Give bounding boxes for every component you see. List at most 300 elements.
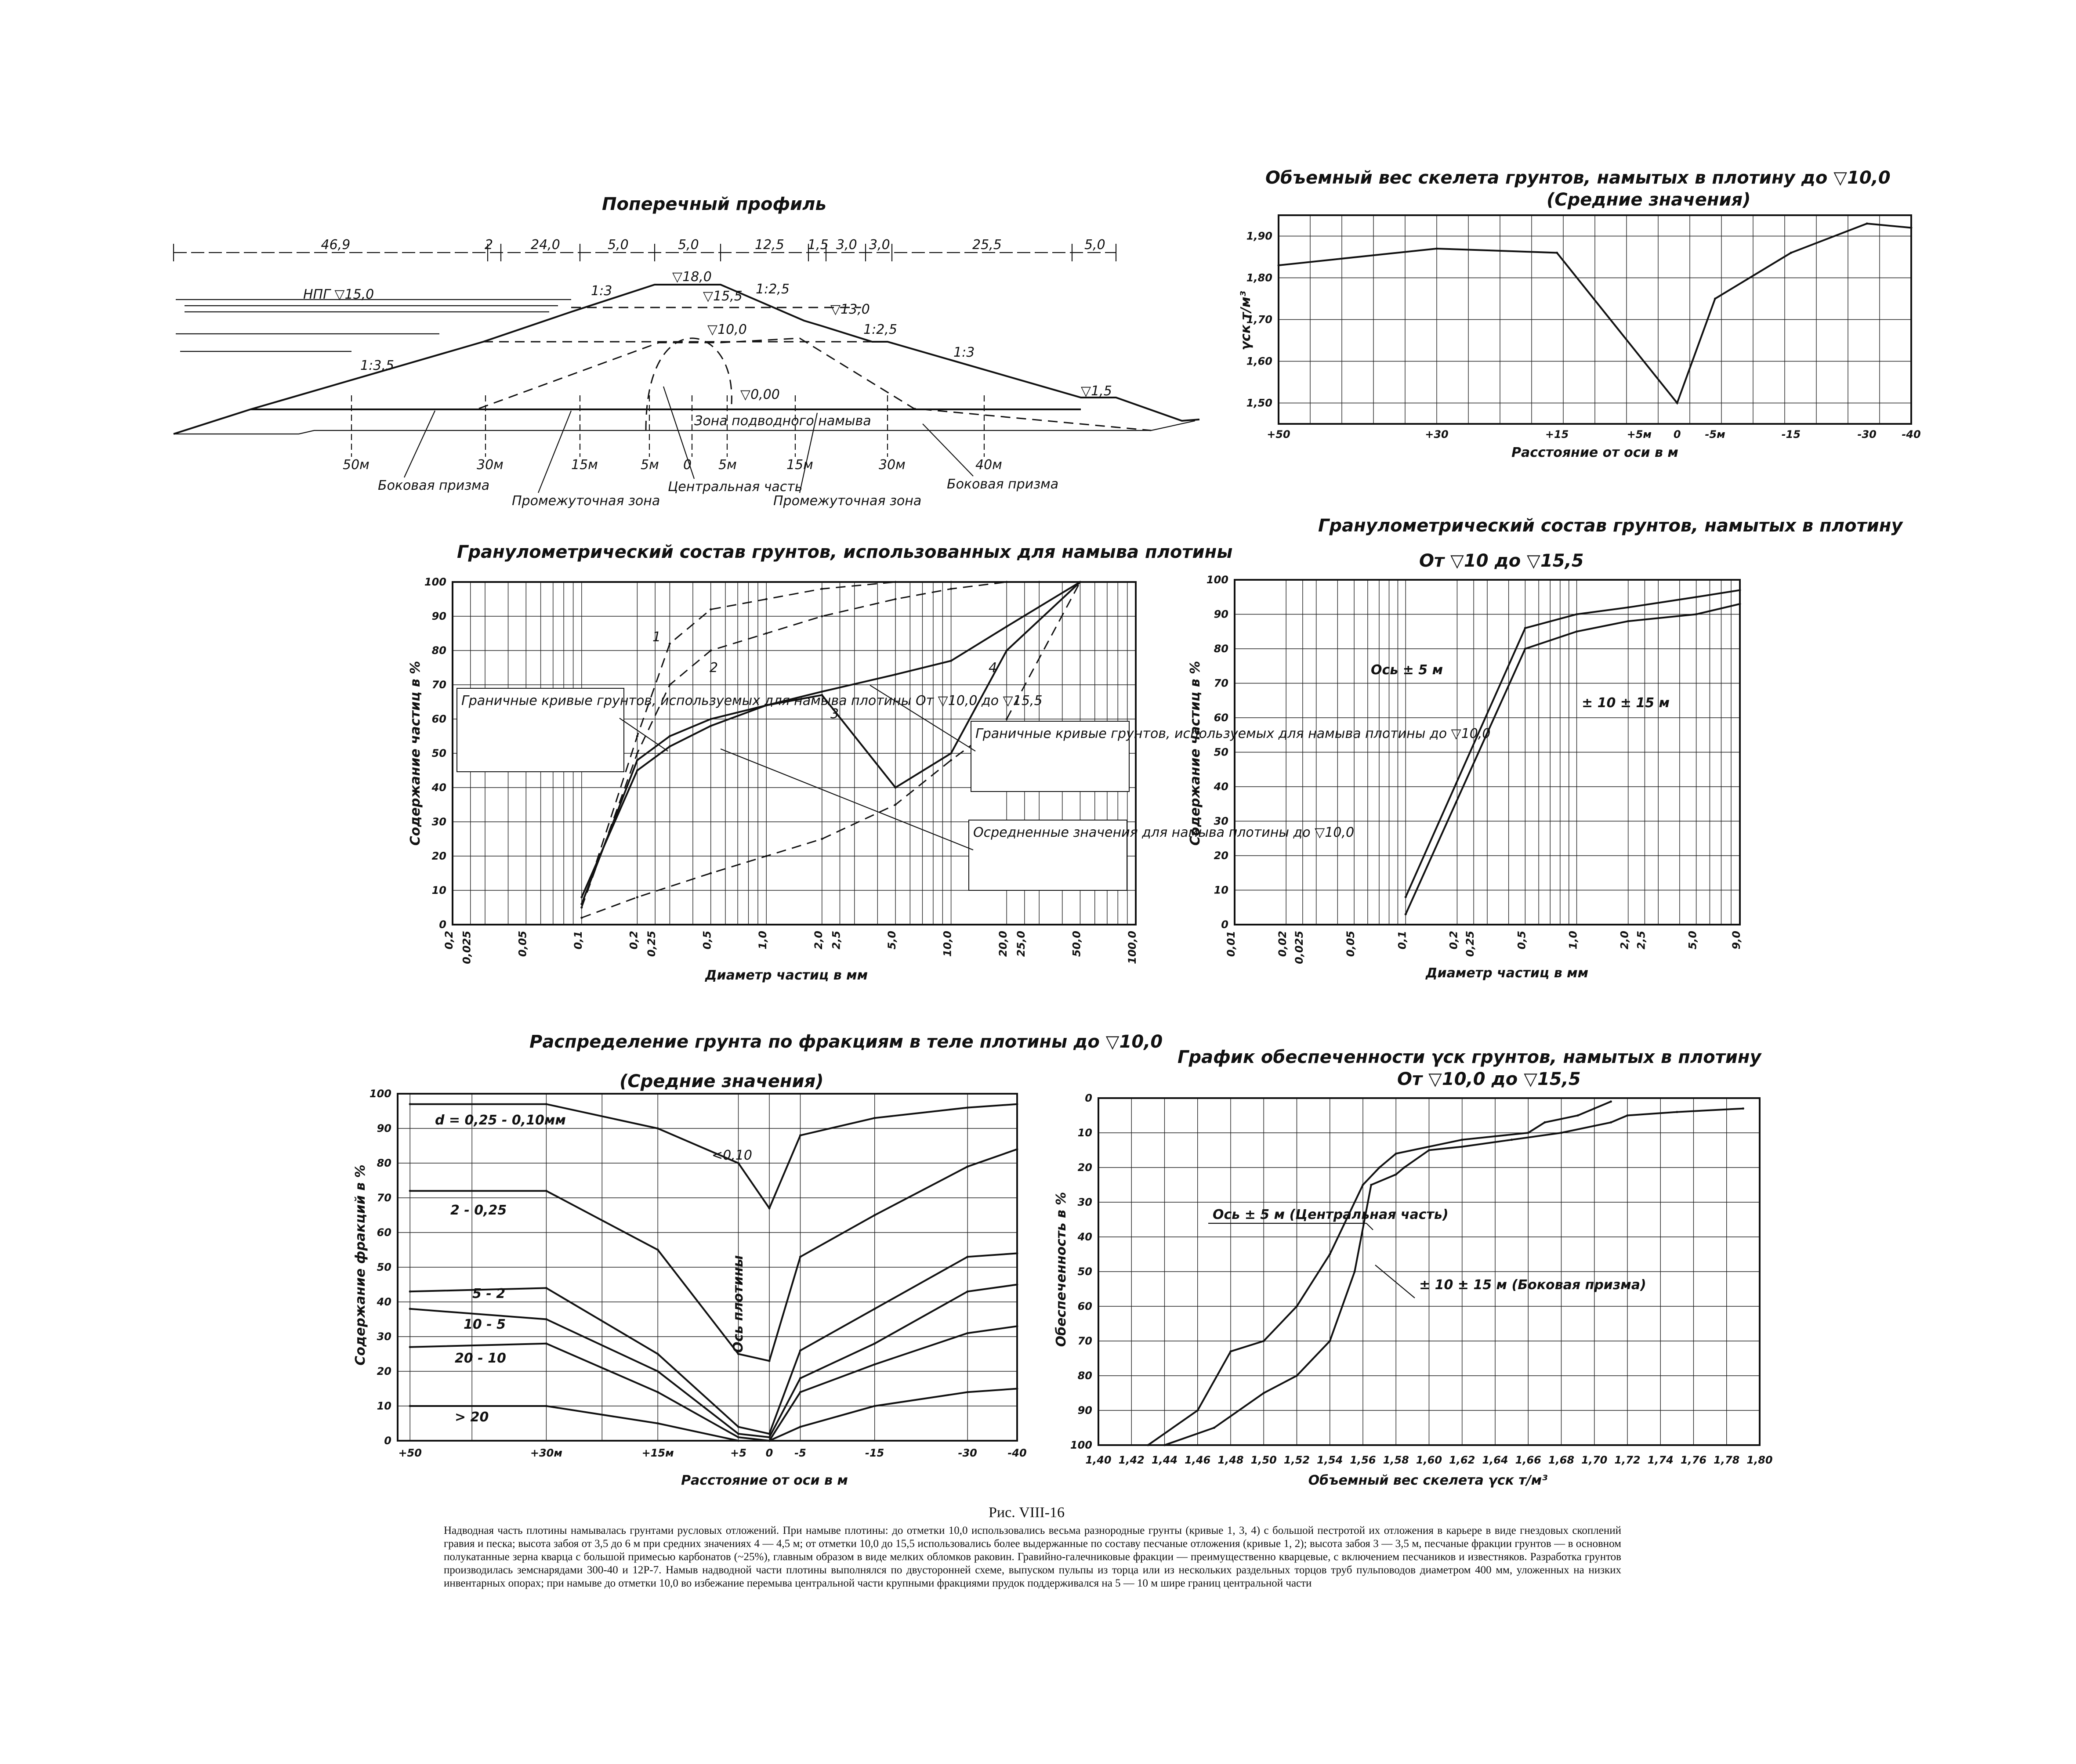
data-point [1676,402,1678,404]
zone-leader [404,411,435,477]
y-tick-label: 10 [1077,1127,1092,1139]
elevation-label: ▽13,0 [830,302,870,317]
y-tick-label: 20 [1214,849,1228,862]
data-point [545,1103,547,1105]
data-point [710,872,712,875]
series-label: 10 - 5 [464,1317,506,1332]
x-tick-label: 1,42 [1118,1454,1145,1466]
x-tick-label: 1,64 [1482,1454,1508,1466]
annotation-text: Граничные кривые грунтов, используемых для намыва плотины От ▽10,0 до ▽15,5 [461,693,1043,708]
data-point [950,581,952,583]
series-line-2 [1406,604,1740,915]
x-tick-label: 20,0 [997,931,1010,957]
profile-axis-marks [343,395,1002,473]
data-point [1593,1107,1595,1110]
data-point [967,1290,969,1293]
profile-elevations [303,269,1112,402]
data-point [895,581,897,583]
chart-title: Гранулометрический состав грунтов, использованных для намыва плотины [457,542,1233,562]
data-point [967,1165,969,1168]
dimension-label: 25,5 [972,237,1002,253]
axis-mark-label: 50м [343,457,370,473]
x-tick-label: 1,66 [1515,1454,1541,1466]
elevation-label: ▽18,0 [672,269,712,285]
y-tick-label: 60 [1077,1300,1092,1312]
data-point [1263,1340,1265,1342]
chart-grain-size-10-15 [1188,516,1903,981]
legend-leader [1375,1265,1415,1298]
data-point [799,1134,801,1136]
y-axis-label: Содержание частиц в % [1188,661,1203,846]
y-tick-label: 80 [1077,1370,1092,1382]
dimension-label: 5,0 [608,237,629,253]
dimension-label: 12,5 [755,237,784,253]
axis-mark-label: 15м [571,457,598,473]
elevation-label: НПГ ▽15,0 [303,287,374,302]
x-tick-label: -5м [1705,428,1725,441]
data-point [1362,1184,1364,1186]
x-tick-label: +15м [641,1447,674,1459]
data-point [669,684,671,686]
data-point [1038,581,1040,583]
data-point [1627,606,1629,608]
y-tick-label: 100 [1070,1439,1092,1451]
data-point [799,1426,801,1428]
y-tick-label: 100 [424,576,446,588]
data-point [1329,1253,1331,1255]
data-point [1627,620,1629,622]
dimension-label: 2 [485,237,493,253]
series-label: d = 0,25 - 0,10мм [435,1113,566,1128]
series-label: > 20 [455,1410,489,1425]
y-axis-label: Обеспеченность в % [1054,1192,1069,1347]
data-point [545,1405,547,1407]
x-tick-label: 1,72 [1614,1454,1641,1466]
axis-mark-label: 5м [718,457,737,473]
dimension-label: 46,9 [321,237,351,253]
y-tick-label: 50 [1214,746,1228,759]
dimension-label: 1,5 [808,237,829,253]
x-tick-label: 0,05 [516,931,529,957]
data-point [409,1405,411,1407]
data-point [1676,1111,1678,1113]
zone-leader [663,387,694,479]
data-point [873,1214,876,1216]
data-point [1370,1184,1372,1186]
chart-title: Распределение грунта по фракциям в теле плотины до ▽10,0 [529,1032,1163,1052]
x-tick-label: 100,0 [1126,931,1138,964]
x-tick-label: 1,48 [1217,1454,1244,1466]
elevation-label: ▽1,5 [1081,383,1112,399]
x-tick-label: +5м [1627,428,1652,441]
data-point [873,1363,876,1366]
data-point [1278,264,1280,267]
x-tick-label: 0,25 [645,931,658,957]
dimension-label: 3,0 [836,237,857,253]
data-point [765,855,768,857]
zone-leader [538,411,571,493]
data-point [1524,648,1526,650]
data-point [1395,1153,1397,1155]
series-label: 2 - 0,25 [450,1203,507,1218]
y-tick-label: 30 [377,1330,391,1343]
x-tick-label: 0,2 [627,931,640,950]
x-tick-label: 0,025 [460,931,473,964]
x-axis-label: Расстояние от оси в м [1511,445,1678,460]
y-tick-label: 1,80 [1246,271,1272,284]
data-point [636,735,638,737]
data-point [1296,1305,1298,1308]
data-point [1436,248,1438,250]
data-point [657,1249,659,1251]
data-point [1627,1114,1629,1117]
x-tick-label: 1,58 [1383,1454,1409,1466]
data-point [669,643,671,645]
profile-dimension-line [174,237,1116,261]
y-tick-label: 50 [377,1261,391,1273]
axis-mark-label: 0 [683,457,692,473]
y-tick-label: 0 [1221,918,1228,931]
axis-mark-label: 15м [786,457,813,473]
x-tick-label: -40 [1902,428,1921,441]
y-tick-label: 80 [1214,643,1228,655]
annotation-leader [620,718,668,751]
y-tick-label: 90 [1214,608,1228,621]
data-point [409,1308,411,1310]
data-point [950,752,952,755]
data-point [1524,627,1526,629]
x-tick-label: +50 [398,1447,422,1459]
y-tick-label: 1,50 [1246,397,1272,409]
y-tick-label: 60 [1214,712,1228,724]
data-point [1296,1375,1298,1377]
data-point [1527,1132,1529,1134]
data-point [1593,1125,1595,1127]
x-tick-label: 1,70 [1581,1454,1608,1466]
data-point [765,633,768,635]
data-point [710,725,712,727]
data-point [1006,625,1008,628]
data-point [1006,718,1008,720]
x-tick-label: 0,2 [443,931,455,950]
series-label: ± 10 ± 15 м (Боковая призма) [1419,1277,1646,1293]
x-tick-label: 0,05 [1344,931,1357,957]
series-label: ± 10 ± 15 м [1582,695,1670,711]
data-point [545,1342,547,1345]
cross-section-profile [174,194,1199,509]
y-tick-label: 70 [431,679,446,691]
series-label: Ось ± 5 м [1371,662,1443,678]
data-point [873,1342,876,1345]
x-tick-label: 0,1 [1396,931,1409,950]
x-tick-label: 1,54 [1317,1454,1343,1466]
data-point [657,1128,659,1130]
data-point [1263,1392,1265,1394]
curve-label: 4 [989,660,997,676]
y-tick-label: 20 [431,850,446,862]
x-tick-label: 9,0 [1730,931,1743,950]
chart-grid [1235,580,1740,925]
chart-subtitle: (Средние значения) [620,1071,824,1092]
data-point [737,1433,739,1435]
data-point [821,690,823,693]
elevation-label: ▽10,0 [707,322,747,337]
data-point [710,650,712,652]
y-tick-label: 1,70 [1246,313,1272,326]
axis-mark-label: 30м [477,457,504,473]
series-line-2 [1165,1109,1743,1445]
y-axis-label: Содержание фракций в % [353,1164,368,1366]
x-tick-label: 0,02 [1276,931,1289,957]
x-tick-label: -15 [1781,428,1801,441]
slope-label: 1:2,5 [756,282,790,297]
y-tick-label: 50 [431,747,446,759]
x-tick-label: -15 [865,1447,884,1459]
axis-mark-label: 30м [879,457,906,473]
y-tick-label: 10 [1214,884,1228,896]
chart-density [1238,168,1921,460]
annotation-text: Осредненные значения для намыва плотины до ▽10,0 [973,825,1355,840]
profile-water [176,300,571,351]
x-tick-label: 5,0 [1686,931,1699,950]
x-tick-label: +30м [530,1447,562,1459]
data-point [1695,613,1697,615]
y-tick-label: 60 [377,1226,391,1239]
x-tick-label: -30 [1857,428,1877,441]
x-tick-label: 1,68 [1548,1454,1575,1466]
series-line-5 [410,1326,1017,1441]
y-tick-label: 0 [439,918,446,931]
x-tick-label: 1,76 [1680,1454,1707,1466]
x-tick-label: 2,0 [812,931,825,950]
data-point [799,1349,801,1352]
y-tick-label: 70 [1077,1335,1092,1347]
dimension-label: 5,0 [678,237,699,253]
y-tick-label: 40 [377,1296,391,1308]
curve-label: <0,10 [712,1148,752,1163]
legend-leader [1366,1223,1373,1230]
data-point [1610,1100,1612,1102]
data-point [1577,1114,1579,1117]
x-tick-label: +30 [1425,428,1449,441]
figure-caption: Надводная часть плотины намывалась грунтами русловых отложений. При намыве плотины: до отметки 10,0 использовались весьма разнородные грунты (кривые 1, 3, 4) с большой пестротой их отложения в карьере в виде гнездовых скоплений гравия и песка; высота забоя от 3,5 до 6 м при средних значениях 4 — 4,5 м; от отметки 10,0 до 15,5 использовались более выдержанные по составу песчаные отложения (кривые 1, 2); высота забоя 3 — 3,5 м, песчаные фракции грунтов — в основном полукатанные зерна кварца с большой примесью карбонатов (~25%), главным образом в виде мелких обломков раковин. Гравийно-галечниковые фракции — преимущественно кварцевые, с включением песчаников и известняков. Разработка грунтов производилась земснарядами 300-40 и 12Р-7. Намыв надводной части плотины выполнялся по двусторонней схеме, выпуском пульпы из торца или из нескольких раздельных торцов труб пульповодов диаметром 400 мм, уложенных на низких инвентарных опорах; при намыве до отметки 10,0 во избежание перемыва центральной части крупными фракциями прудок поддерживался на 5 — 10 м шире границ центральной части [444,1525,1621,1589]
x-tick-label: 2,5 [1635,931,1648,950]
x-tick-label: 1,78 [1714,1454,1740,1466]
axis-mark-label: 40м [975,457,1002,473]
data-point [768,1360,771,1362]
data-point [765,598,768,600]
charts [353,168,1921,1488]
data-point [657,1370,659,1373]
chart-title: Гранулометрический состав грунтов, намытых в плотину [1318,516,1903,536]
data-point [1543,1121,1546,1124]
data-point [1910,227,1913,229]
x-tick-label: 2,5 [830,931,843,950]
elevation-label: ▽15,5 [703,289,743,304]
data-point [1576,630,1578,633]
y-tick-label: 90 [1077,1404,1092,1417]
data-point [1695,596,1697,598]
data-point [967,1332,969,1334]
intermediate-zone-left [479,343,721,408]
slope-label: 1:3 [591,283,612,299]
data-point [1790,252,1792,254]
data-point [1016,1283,1018,1286]
x-tick-label: 0 [1673,428,1681,441]
x-axis-label: Расстояние от оси в м [681,1473,848,1488]
y-tick-label: 40 [1214,781,1228,793]
y-tick-label: 50 [1077,1265,1092,1278]
y-tick-label: 0 [384,1435,391,1447]
chart-subtitle: От ▽10,0 до ▽15,5 [1397,1069,1581,1089]
x-tick-label: -40 [1007,1447,1027,1459]
curve-label: 2 [710,660,718,676]
zone-label: Промежуточная зона [512,493,660,509]
dimension-label: 24,0 [531,237,560,253]
data-point [580,907,583,909]
data-point [580,903,583,905]
data-point [1428,1149,1430,1151]
data-point [967,1256,969,1258]
y-tick-label: 90 [377,1122,391,1135]
y-tick-label: 20 [1077,1161,1092,1174]
y-tick-label: 30 [431,816,446,828]
data-point [1230,1350,1232,1352]
data-point [636,759,638,761]
x-tick-label: 50,0 [1070,931,1083,957]
y-tick-label: 10 [377,1400,391,1412]
data-point [1428,1146,1430,1148]
y-tick-label: 1,60 [1246,355,1272,368]
x-axis-label: Диаметр частиц в мм [705,968,868,983]
data-point [1560,1132,1562,1134]
y-tick-label: 90 [431,610,446,622]
y-tick-label: 80 [377,1157,391,1169]
y-tick-label: 60 [431,713,446,725]
data-point [821,588,823,590]
annotation-leader [721,749,973,850]
data-point [545,1190,547,1192]
data-point [1739,603,1741,605]
dimension-label: 5,0 [1084,237,1105,253]
y-tick-label: 10 [431,884,446,896]
x-tick-label: 1,0 [1567,931,1580,950]
chart-grid [1279,215,1911,424]
x-tick-label: 0 [765,1447,773,1459]
data-point [1354,1271,1356,1273]
data-point [895,598,897,600]
data-point [409,1290,411,1293]
data-point [1163,1444,1166,1446]
y-axis-label: γск т/м³ [1238,291,1254,351]
data-point [669,745,671,748]
profile-zone-labels [378,387,1058,509]
data-point [873,1117,876,1119]
x-tick-label: 1,50 [1250,1454,1277,1466]
series-line-1 [1406,590,1740,897]
zone-label: Центральная часть [668,479,803,495]
x-tick-label: 0,01 [1225,931,1237,957]
data-point [1213,1427,1215,1429]
data-point [409,1346,411,1348]
slope-label: 1:3 [953,345,975,360]
data-point [545,1287,547,1289]
data-point [1196,1410,1199,1412]
data-point [1511,1139,1513,1141]
data-point [710,608,712,611]
subwater-zone-label: Зона подводного намыва [694,413,871,429]
x-axis-label: Диаметр частиц в мм [1425,965,1589,981]
x-axis-label: Объемный вес скелета γск т/м³ [1308,1473,1548,1488]
profile-title: Поперечный профиль [602,194,826,214]
data-point [799,1256,801,1258]
data-point [950,588,952,590]
y-tick-label: 70 [377,1192,391,1204]
data-point [821,615,823,618]
y-tick-label: 70 [1214,677,1228,690]
series-line-1 [1148,1102,1611,1445]
data-point [1079,581,1081,583]
data-point [1378,1167,1380,1169]
zone-label: Промежуточная зона [773,493,922,509]
y-tick-label: 1,90 [1246,230,1272,242]
data-point [873,1308,876,1310]
x-tick-label: +50 [1267,428,1290,441]
data-point [1147,1444,1149,1446]
x-tick-label: 1,80 [1746,1454,1773,1466]
x-tick-label: 1,0 [757,931,769,950]
elevation-label: ▽0,00 [740,387,780,402]
data-point [821,838,823,840]
x-tick-label: 1,56 [1350,1454,1376,1466]
x-tick-label: 0,25 [1464,931,1477,957]
data-point [409,1103,411,1105]
data-point [967,1391,969,1393]
data-point [1576,613,1578,615]
zone-label: Боковая призма [378,478,490,493]
data-point [737,1426,739,1428]
data-point [895,787,897,789]
y-tick-label: 30 [1077,1196,1092,1208]
data-point [1016,1252,1018,1254]
chart-title: Объемный вес скелета грунтов, намытых в плотину до ▽10,0 [1265,168,1891,188]
data-point [1556,252,1558,254]
x-tick-label: 0,5 [701,931,714,950]
data-point [1405,913,1407,915]
x-tick-label: 1,40 [1085,1454,1112,1466]
x-tick-label: 0,1 [572,931,584,950]
axis-name-label: Ось плотины [731,1255,746,1353]
data-point [636,752,638,755]
chart-fractions [353,1032,1163,1488]
data-point [636,896,638,898]
data-point [1866,223,1868,225]
data-point [737,1440,739,1442]
data-point [1461,1139,1463,1141]
data-point [710,718,712,720]
x-tick-label: 0,5 [1515,931,1528,950]
x-tick-label: 10,0 [941,931,954,957]
data-point [657,1422,659,1424]
x-tick-label: 0,2 [1447,931,1460,950]
series-label: Ось ± 5 м (Центральная часть) [1213,1207,1449,1222]
y-tick-label: 80 [431,644,446,657]
series-label: 5 - 2 [472,1286,506,1301]
data-point [580,896,583,898]
x-tick-label: 2,0 [1618,931,1631,950]
axis-mark-label: 5м [641,457,659,473]
y-tick-label: 0 [1085,1092,1092,1104]
